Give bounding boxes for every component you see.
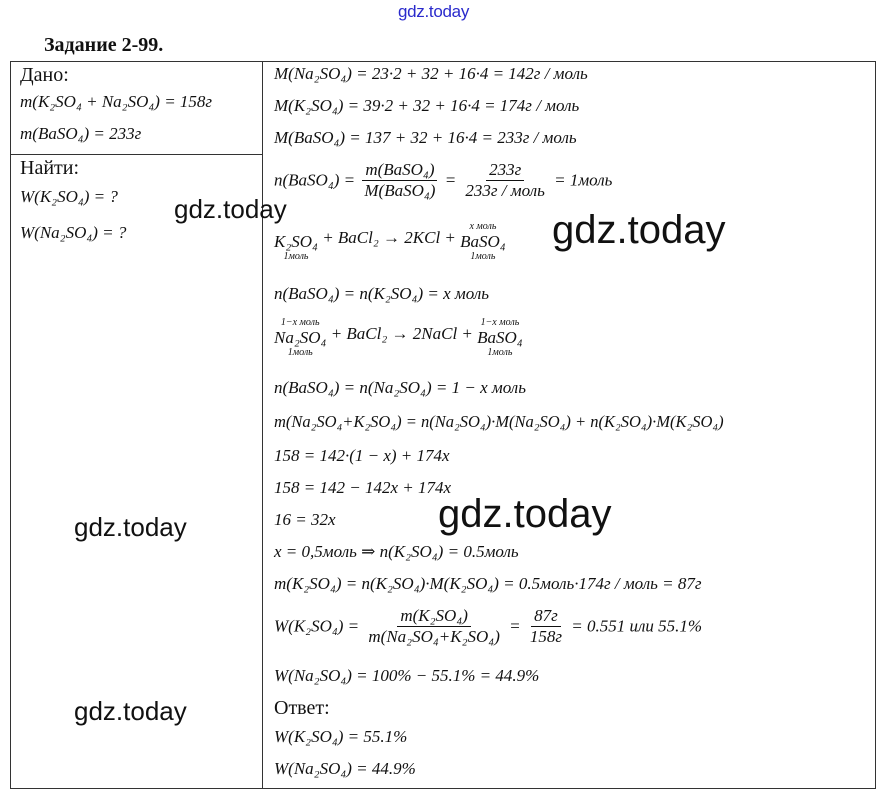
reaction-2-right-formula: BaSO₄ bbox=[477, 328, 523, 347]
watermark: gdz.today bbox=[438, 492, 612, 536]
w-k2so4-result: = 0.551 или 55.1% bbox=[571, 616, 703, 636]
answer-line-2: W(Na₂SO₄) = 44.9% bbox=[274, 759, 416, 778]
solution-line-14: m(K₂SO₄) = n(K₂SO₄)·M(K₂SO₄) = 0.5моль·174г / моль = 87г bbox=[274, 574, 702, 593]
fraction-denominator: 158г bbox=[529, 627, 562, 646]
given-line-2: m(BaSO₄) = 233г bbox=[20, 124, 142, 143]
solution-line-3: M(BaSO₄) = 137 + 32 + 16·4 = 233г / моль bbox=[274, 128, 577, 147]
fraction-numerator: 87г bbox=[531, 606, 561, 627]
find-label: Найти: bbox=[20, 157, 80, 179]
reaction-1-middle: + BaCl₂ → 2KCl + bbox=[322, 228, 456, 247]
w-k2so4-lhs: W(K₂SO₄) = bbox=[274, 616, 360, 636]
equals-sign: = bbox=[509, 616, 521, 636]
reaction-2-left-formula: Na₂SO₄ bbox=[274, 328, 327, 347]
reaction-2-right bbox=[477, 318, 523, 358]
find-line-2: W(Na₂SO₄) = ? bbox=[20, 223, 127, 242]
solution-line-11: 158 = 142 − 142x + 174x bbox=[274, 478, 452, 497]
reaction-2 bbox=[274, 318, 523, 358]
given-label: Дано: bbox=[20, 64, 69, 86]
table-divider-vertical bbox=[262, 61, 263, 789]
reaction-2-middle: + BaCl₂ → 2NaCl + bbox=[330, 324, 473, 343]
fraction-mass-values bbox=[527, 606, 565, 647]
reaction-2-right-over: 1−x моль bbox=[480, 317, 520, 328]
table-divider-horizontal bbox=[10, 154, 263, 155]
fraction-denominator: m(Na₂SO₄+K₂SO₄) bbox=[368, 627, 500, 646]
fraction-numerator: m(BaSO₄) bbox=[362, 160, 437, 181]
reaction-1-right-formula: BaSO₄ bbox=[460, 232, 506, 251]
reaction-1-right-over: x моль bbox=[469, 221, 497, 232]
solution-line-12: 16 = 32x bbox=[274, 510, 336, 529]
reaction-2-left bbox=[274, 318, 326, 358]
reaction-1 bbox=[274, 222, 506, 262]
answer-label: Ответ: bbox=[274, 697, 330, 719]
fraction-numerator: m(K₂SO₄) bbox=[397, 606, 471, 627]
solution-line-6: n(BaSO₄) = n(K₂SO₄) = x моль bbox=[274, 284, 489, 303]
fraction-mass-ratio bbox=[365, 606, 502, 647]
solution-line-16: W(Na₂SO₄) = 100% − 55.1% = 44.9% bbox=[274, 666, 540, 685]
fraction-numerator: 233г bbox=[486, 160, 524, 181]
solution-line-8: n(BaSO₄) = n(Na₂SO₄) = 1 − x моль bbox=[274, 378, 526, 397]
solution-line-2: M(K₂SO₄) = 39·2 + 32 + 16·4 = 174г / моль bbox=[274, 96, 580, 115]
given-line-1: m(K₂SO₄ + Na₂SO₄) = 158г bbox=[20, 92, 213, 111]
watermark-top: gdz.today bbox=[398, 2, 470, 21]
equals-sign: = bbox=[444, 170, 457, 190]
reaction-2-left-under: 1моль bbox=[287, 347, 313, 358]
fraction-values bbox=[462, 160, 547, 201]
fraction-mass-over-molar bbox=[361, 160, 438, 201]
fraction-denominator: M(BaSO₄) bbox=[364, 181, 436, 200]
solution-line-1: M(Na₂SO₄) = 23·2 + 32 + 16·4 = 142г / моль bbox=[274, 64, 588, 83]
reaction-1-right bbox=[460, 222, 506, 262]
reaction-2-left-over: 1−x моль bbox=[280, 317, 320, 328]
reaction-2-right-under: 1моль bbox=[487, 347, 513, 358]
watermark: gdz.today bbox=[74, 696, 187, 726]
answer-line-1: W(K₂SO₄) = 55.1% bbox=[274, 727, 408, 746]
solution-line-15 bbox=[274, 606, 702, 647]
solution-line-13: x = 0,5моль ⇒ n(K₂SO₄) = 0.5моль bbox=[274, 542, 519, 561]
task-title: Задание 2-99. bbox=[44, 34, 164, 56]
n-baso4-lhs: n(BaSO₄) = bbox=[274, 170, 356, 190]
reaction-1-left-under: 1моль bbox=[283, 251, 309, 262]
fraction-denominator: 233г / моль bbox=[465, 181, 545, 200]
n-baso4-result: = 1моль bbox=[554, 170, 613, 190]
solution-line-10: 158 = 142·(1 − x) + 174x bbox=[274, 446, 450, 465]
solution-line-4 bbox=[274, 160, 612, 201]
solution-line-9: m(Na₂SO₄+K₂SO₄) = n(Na₂SO₄)·M(Na₂SO₄) + n(K₂SO₄)·M(K₂SO₄) bbox=[274, 412, 724, 431]
reaction-1-right-under: 1моль bbox=[470, 251, 496, 262]
watermark: gdz.today bbox=[552, 208, 726, 252]
reaction-1-left bbox=[274, 232, 318, 262]
watermark: gdz.today bbox=[174, 194, 287, 224]
find-line-1: W(K₂SO₄) = ? bbox=[20, 187, 118, 206]
watermark: gdz.today bbox=[74, 512, 187, 542]
reaction-1-left-formula: K₂SO₄ bbox=[274, 232, 318, 251]
